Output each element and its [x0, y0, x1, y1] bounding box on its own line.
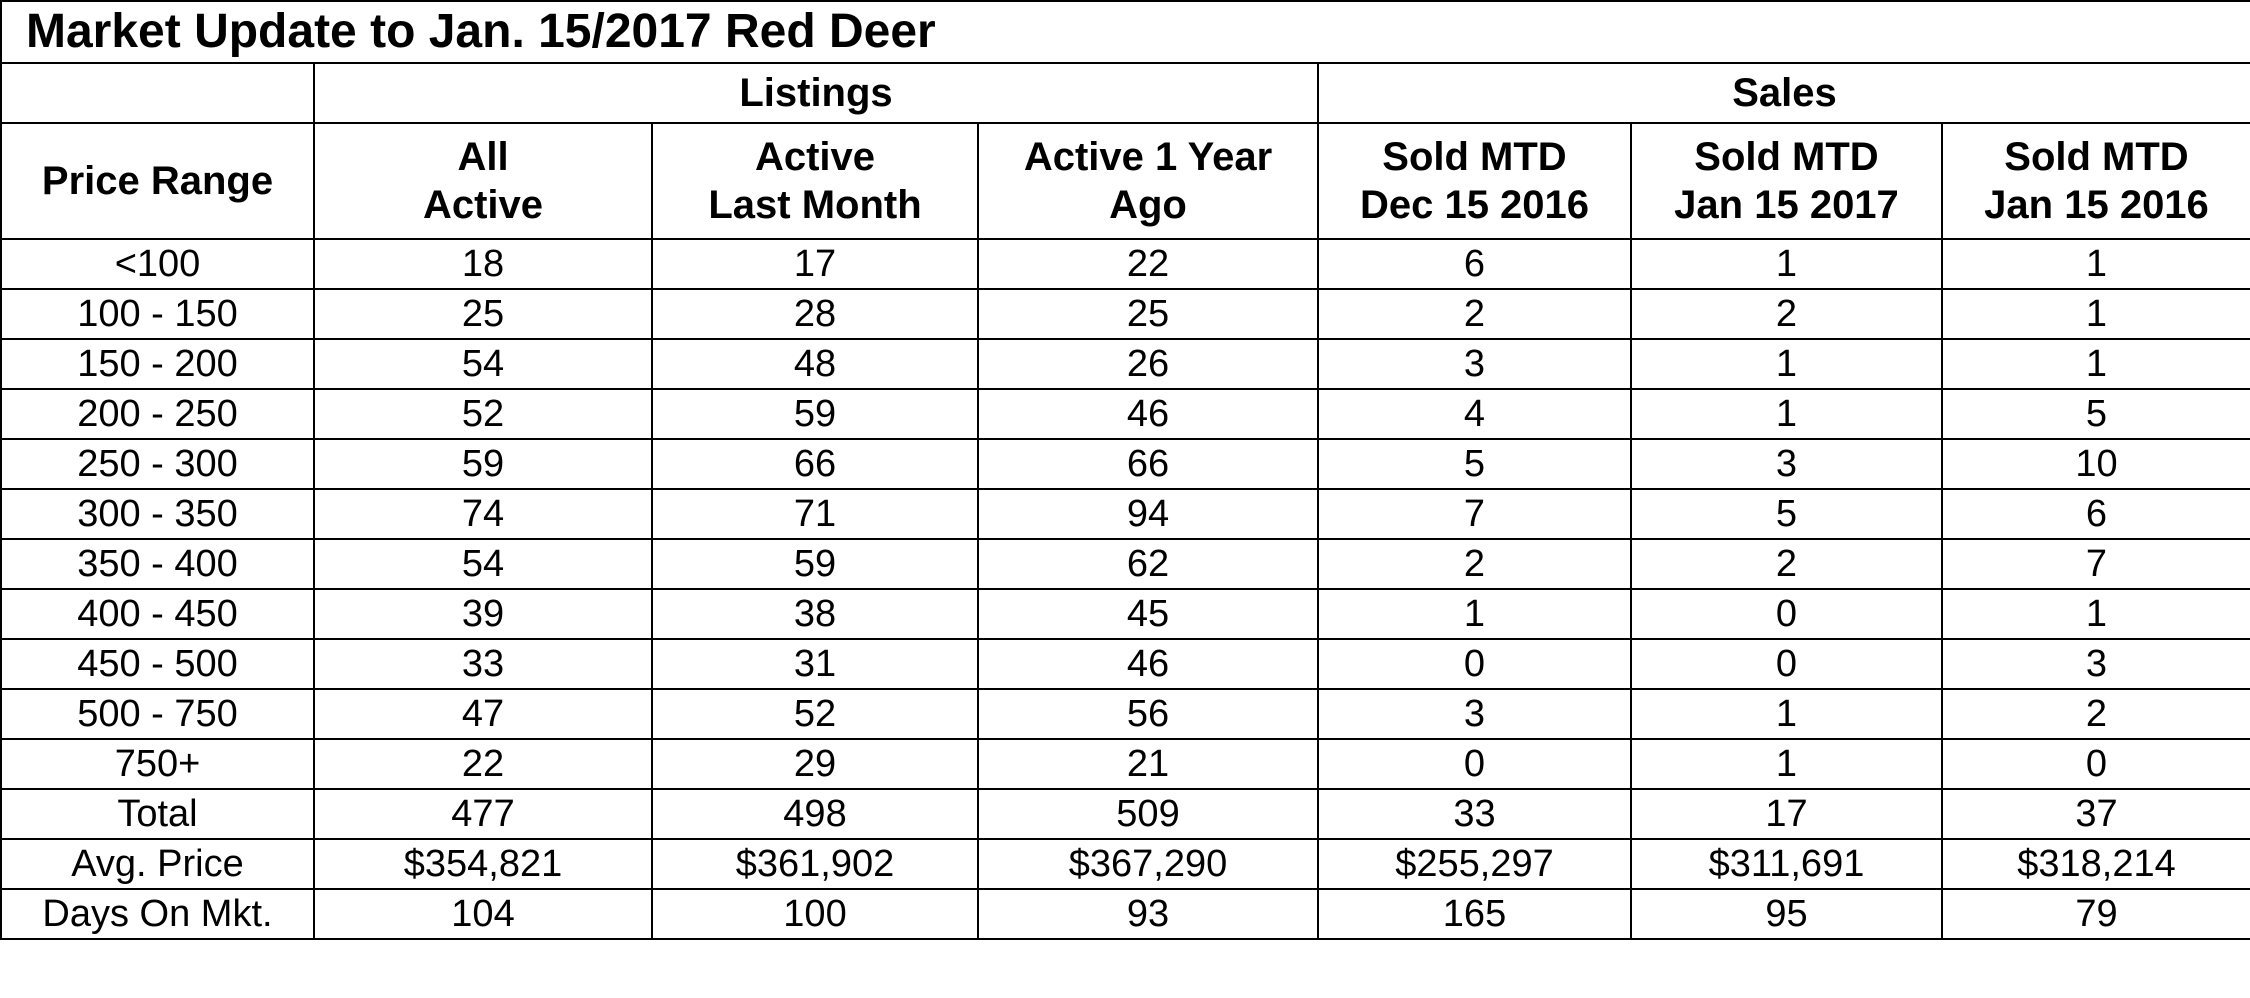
- table-cell: 66: [652, 439, 978, 489]
- table-cell: 3: [1318, 339, 1631, 389]
- table-cell: 48: [652, 339, 978, 389]
- table-cell: 31: [652, 639, 978, 689]
- table-cell: 1: [1942, 339, 2250, 389]
- table-cell: 100: [652, 889, 978, 939]
- group-header-sales: Sales: [1318, 63, 2250, 123]
- table-cell: 21: [978, 739, 1318, 789]
- row-label-cell: 450 - 500: [1, 639, 314, 689]
- table-row: [1, 589, 2250, 639]
- table-cell: 0: [1942, 739, 2250, 789]
- table-cell: 6: [1318, 239, 1631, 289]
- table-row: [1, 289, 2250, 339]
- table-cell: 46: [978, 389, 1318, 439]
- table-cell: 1: [1318, 589, 1631, 639]
- header-line: All: [457, 135, 509, 179]
- table-cell: 52: [314, 389, 652, 439]
- table-title: Market Update to Jan. 15/2017 Red Deer: [1, 1, 2250, 63]
- table-row: [1, 789, 2250, 839]
- table-cell: $311,691: [1631, 839, 1942, 889]
- table-cell: 74: [314, 489, 652, 539]
- table-cell: 477: [314, 789, 652, 839]
- table-cell: 0: [1631, 639, 1942, 689]
- column-header-sold-jan-2016: [1942, 123, 2250, 239]
- row-label-cell: 300 - 350: [1, 489, 314, 539]
- table-cell: 45: [978, 589, 1318, 639]
- table-cell: 93: [978, 889, 1318, 939]
- table-cell: 33: [314, 639, 652, 689]
- table-cell: 3: [1631, 439, 1942, 489]
- header-line: Jan 15 2017: [1674, 183, 1899, 227]
- table-cell: 2: [1631, 539, 1942, 589]
- row-label-cell: 500 - 750: [1, 689, 314, 739]
- table-cell: 94: [978, 489, 1318, 539]
- table-cell: 5: [1942, 389, 2250, 439]
- table-cell: 2: [1318, 289, 1631, 339]
- column-header-active-1-year-ago: [978, 123, 1318, 239]
- row-label-cell: 750+: [1, 739, 314, 789]
- table-cell: 56: [978, 689, 1318, 739]
- table-cell: 17: [652, 239, 978, 289]
- row-label-cell: Days On Mkt.: [1, 889, 314, 939]
- table-cell: 59: [314, 439, 652, 489]
- table-cell: 1: [1631, 339, 1942, 389]
- row-label-cell: 100 - 150: [1, 289, 314, 339]
- table-cell: 5: [1318, 439, 1631, 489]
- table-cell: 1: [1631, 239, 1942, 289]
- table-cell: 33: [1318, 789, 1631, 839]
- table-cell: 59: [652, 389, 978, 439]
- table-row: [1, 489, 2250, 539]
- table-cell: $367,290: [978, 839, 1318, 889]
- table-row: [1, 839, 2250, 889]
- column-header-all-active: [314, 123, 652, 239]
- table-cell: 66: [978, 439, 1318, 489]
- table-cell: $255,297: [1318, 839, 1631, 889]
- table-cell: 10: [1942, 439, 2250, 489]
- row-label-cell: 200 - 250: [1, 389, 314, 439]
- table-cell: 17: [1631, 789, 1942, 839]
- header-line: Active: [422, 183, 544, 227]
- table-cell: 0: [1318, 739, 1631, 789]
- table-cell: 1: [1631, 739, 1942, 789]
- header-line: Price Range: [41, 159, 274, 203]
- table-cell: 59: [652, 539, 978, 589]
- header-line: Ago: [1109, 183, 1187, 227]
- header-line: Jan 15 2016: [1984, 183, 2209, 227]
- table-cell: 2: [1318, 539, 1631, 589]
- table-cell: 5: [1631, 489, 1942, 539]
- table-cell: 95: [1631, 889, 1942, 939]
- column-header-sold-dec-2016: [1318, 123, 1631, 239]
- table-cell: 1: [1942, 289, 2250, 339]
- table-cell: 79: [1942, 889, 2250, 939]
- table-cell: 6: [1942, 489, 2250, 539]
- header-line: Sold MTD: [2004, 135, 2189, 179]
- table-cell: 29: [652, 739, 978, 789]
- table-cell: 26: [978, 339, 1318, 389]
- table-cell: 104: [314, 889, 652, 939]
- group-header-empty: [1, 63, 314, 123]
- row-label-cell: <100: [1, 239, 314, 289]
- table-cell: 62: [978, 539, 1318, 589]
- table-cell: 2: [1942, 689, 2250, 739]
- table-cell: 52: [652, 689, 978, 739]
- row-label-cell: 350 - 400: [1, 539, 314, 589]
- row-label-cell: 400 - 450: [1, 589, 314, 639]
- row-label-cell: 150 - 200: [1, 339, 314, 389]
- table-row: [1, 239, 2250, 289]
- table-cell: 46: [978, 639, 1318, 689]
- table-cell: 509: [978, 789, 1318, 839]
- table-cell: 18: [314, 239, 652, 289]
- table-row: [1, 889, 2250, 939]
- table-cell: 3: [1942, 639, 2250, 689]
- table-row: [1, 639, 2250, 689]
- header-line: Active 1 Year: [1023, 135, 1273, 179]
- row-label-cell: Total: [1, 789, 314, 839]
- table-cell: $354,821: [314, 839, 652, 889]
- table-cell: 3: [1318, 689, 1631, 739]
- table-cell: 38: [652, 589, 978, 639]
- table-cell: 39: [314, 589, 652, 639]
- header-line: Dec 15 2016: [1359, 183, 1590, 227]
- table-cell: 7: [1942, 539, 2250, 589]
- group-header-listings: Listings: [314, 63, 1318, 123]
- row-label-cell: Avg. Price: [1, 839, 314, 889]
- table-cell: 37: [1942, 789, 2250, 839]
- table-row: [1, 439, 2250, 489]
- table-cell: 71: [652, 489, 978, 539]
- table-cell: 1: [1942, 239, 2250, 289]
- column-header-active-last-month: [652, 123, 978, 239]
- table-row: [1, 539, 2250, 589]
- table-cell: 25: [978, 289, 1318, 339]
- table-cell: 22: [314, 739, 652, 789]
- table-row: [1, 689, 2250, 739]
- table-cell: 54: [314, 339, 652, 389]
- table-cell: 25: [314, 289, 652, 339]
- header-line: Sold MTD: [1382, 135, 1567, 179]
- table-cell: 7: [1318, 489, 1631, 539]
- table-cell: 498: [652, 789, 978, 839]
- table-cell: 54: [314, 539, 652, 589]
- table-cell: $318,214: [1942, 839, 2250, 889]
- table-cell: 165: [1318, 889, 1631, 939]
- table-cell: 1: [1631, 689, 1942, 739]
- table-row: [1, 739, 2250, 789]
- column-header-sold-jan-2017: [1631, 123, 1942, 239]
- table-cell: 47: [314, 689, 652, 739]
- table-cell: 1: [1631, 389, 1942, 439]
- table-cell: 1: [1942, 589, 2250, 639]
- table-row: [1, 339, 2250, 389]
- table-cell: 22: [978, 239, 1318, 289]
- header-line: Active: [754, 135, 876, 179]
- table-cell: 2: [1631, 289, 1942, 339]
- row-label-cell: 250 - 300: [1, 439, 314, 489]
- table-cell: 28: [652, 289, 978, 339]
- table-cell: 0: [1631, 589, 1942, 639]
- table-cell: 0: [1318, 639, 1631, 689]
- column-header-price-range: [1, 123, 314, 239]
- header-line: Sold MTD: [1694, 135, 1879, 179]
- table-cell: 4: [1318, 389, 1631, 439]
- header-line: Last Month: [708, 183, 922, 227]
- table-row: [1, 389, 2250, 439]
- table-cell: $361,902: [652, 839, 978, 889]
